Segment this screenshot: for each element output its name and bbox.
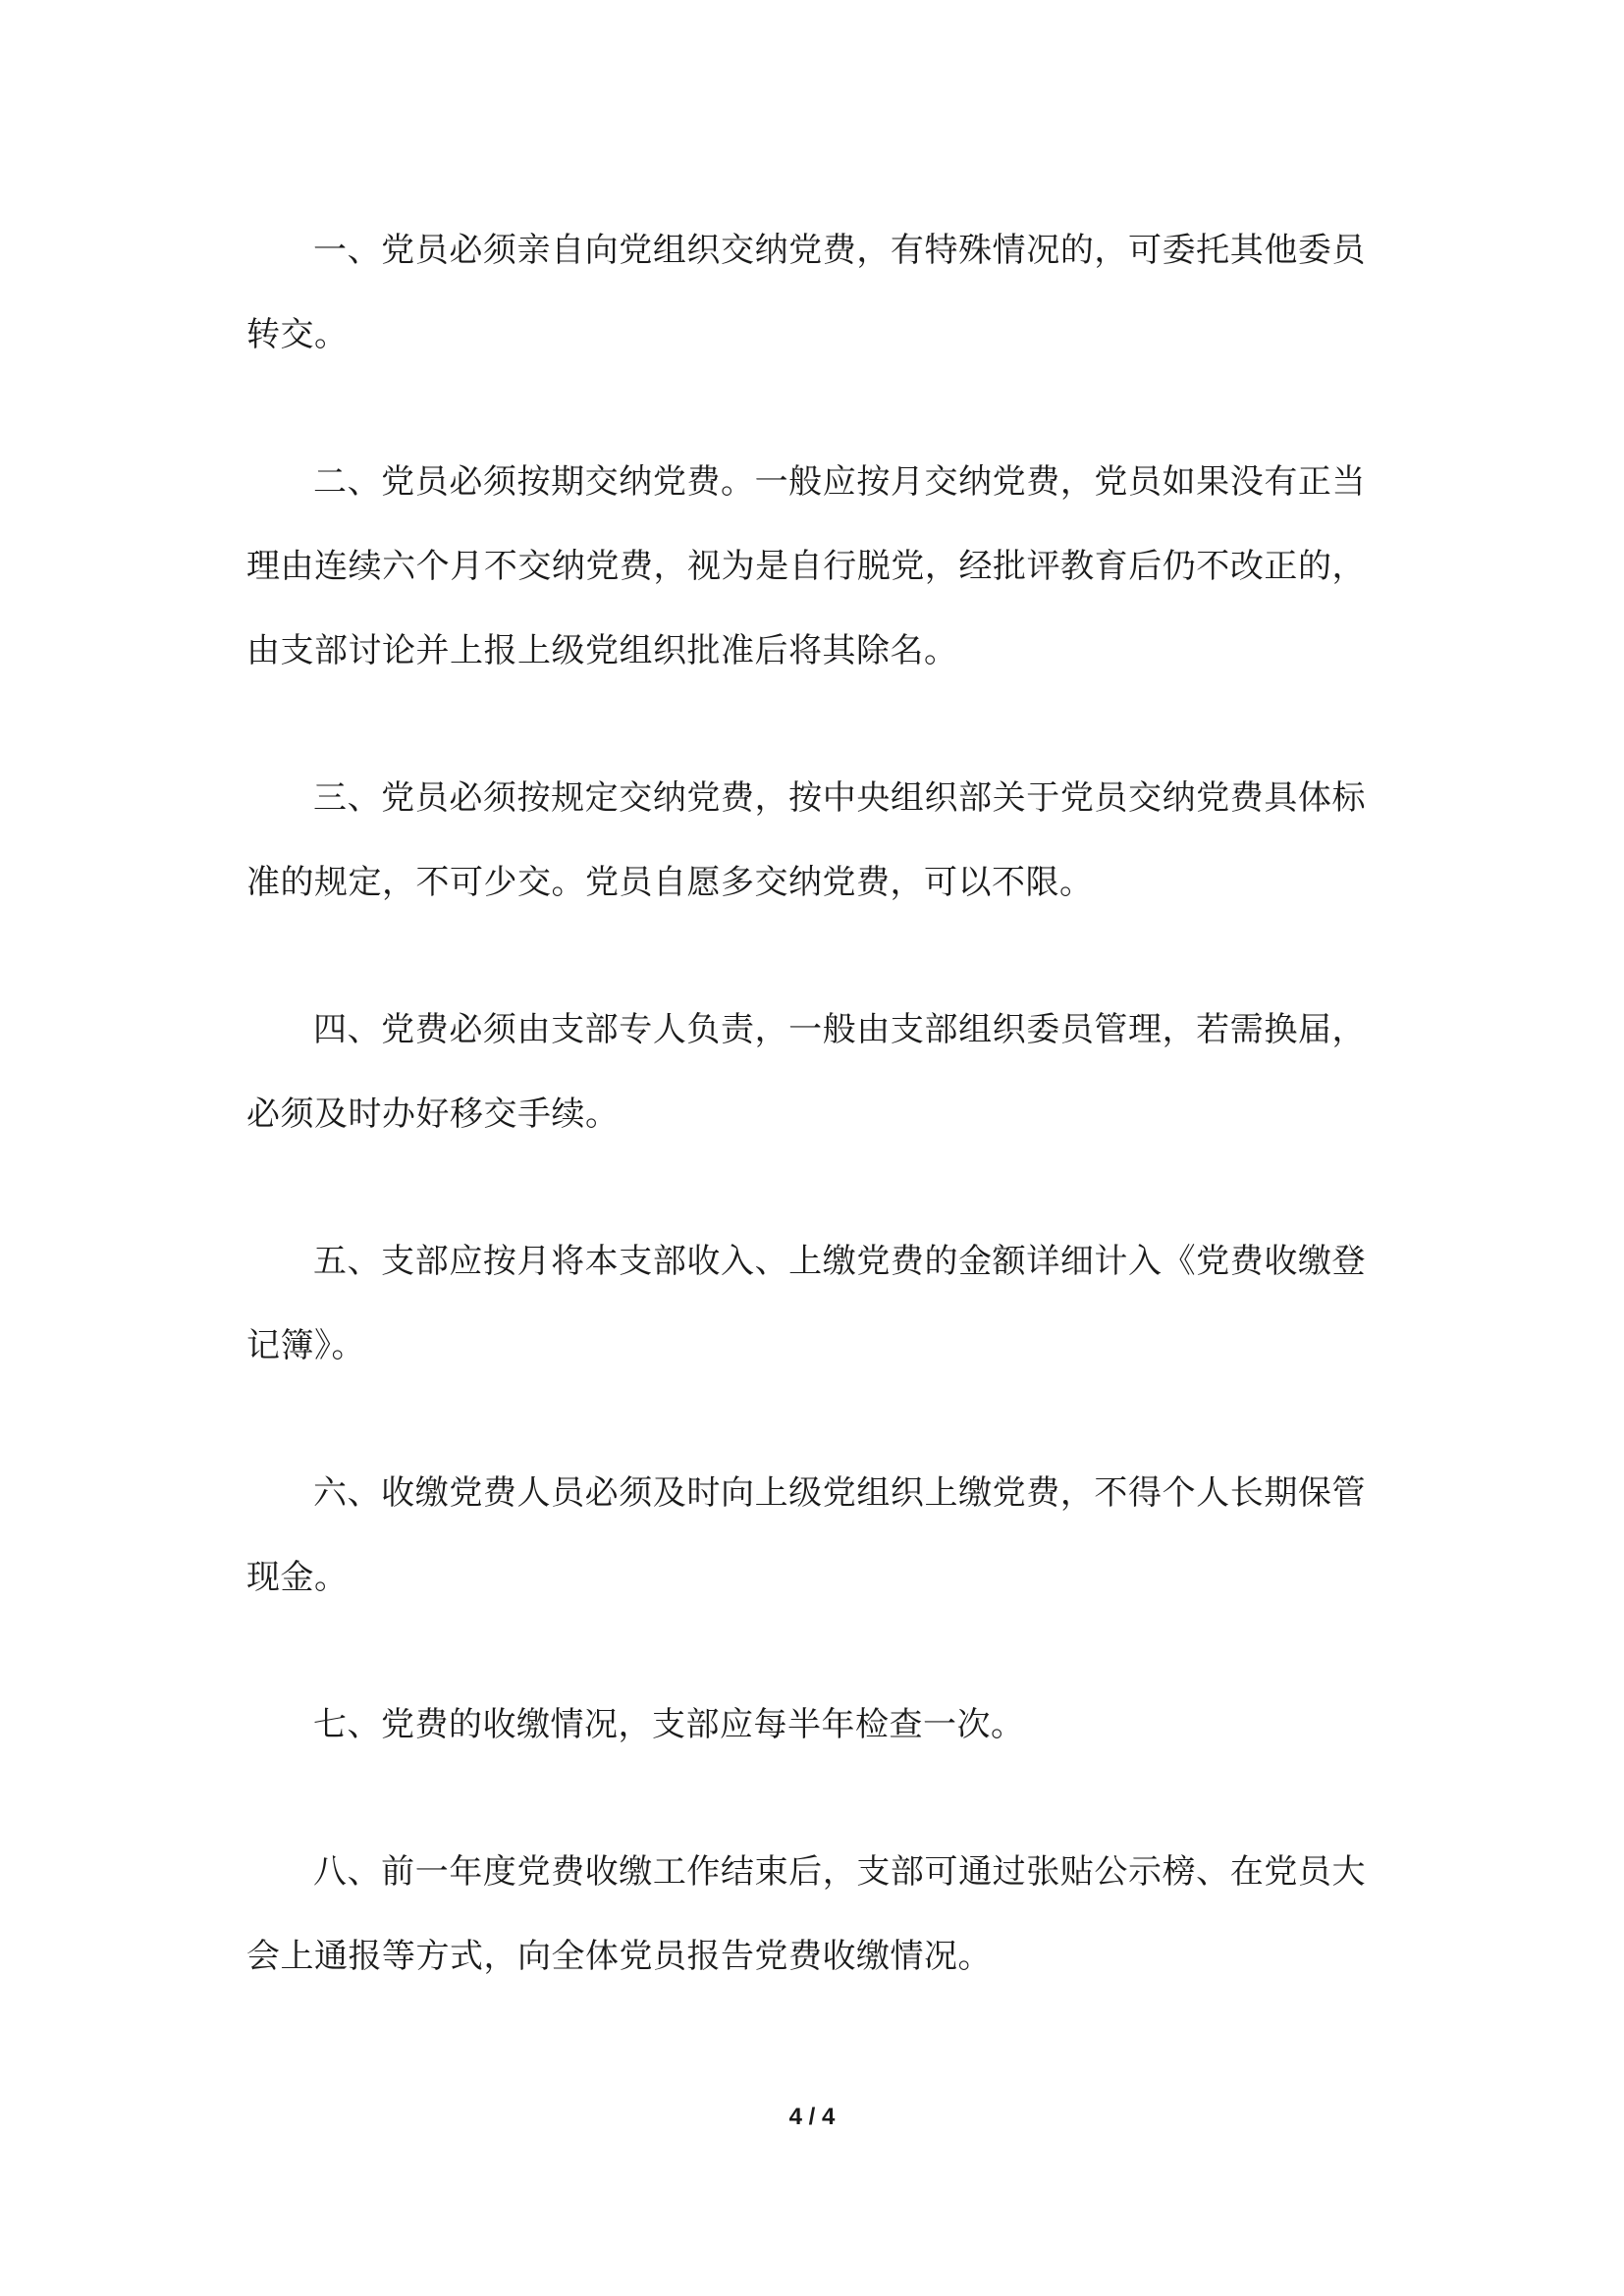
- document-body: [246, 208, 1366, 2061]
- paragraph-8: 八、前一年度党费收缴工作结束后，支部可通过张贴公示榜、在党员大会上通报等方式，向全体党员报告党费收缴情况。: [246, 1852, 1366, 1976]
- paragraph-3: 三、党员必须按规定交纳党费，按中央组织部关于党员交纳党费具体标准的规定，不可少交。党员自愿多交纳党费，可以不限。: [246, 778, 1366, 902]
- paragraph-6: 六、收缴党费人员必须及时向上级党组织上缴党费，不得个人长期保管现金。: [246, 1473, 1366, 1597]
- paragraph-5: 五、支部应按月将本支部收入、上缴党费的金额详细计入《党费收缴登记簿》。: [246, 1242, 1366, 1365]
- paragraph-7: 七、党费的收缴情况，支部应每半年检查一次。: [313, 1705, 1025, 1744]
- paragraph-4: 四、党费必须由支部专人负责，一般由支部组织委员管理，若需换届，必须及时办好移交手续。: [246, 1010, 1366, 1134]
- paragraph-2: 二、党员必须按期交纳党费。一般应按月交纳党费，党员如果没有正当理由连续六个月不交纳党费，视为是自行脱党，经批评教育后仍不改正的，由支部讨论并上报上级党组织批准后将其除名。: [246, 462, 1366, 670]
- paragraph-1: 一、党员必须亲自向党组织交纳党费，有特殊情况的，可委托其他委员转交。: [246, 231, 1366, 354]
- page-number: 4 / 4: [788, 2104, 836, 2130]
